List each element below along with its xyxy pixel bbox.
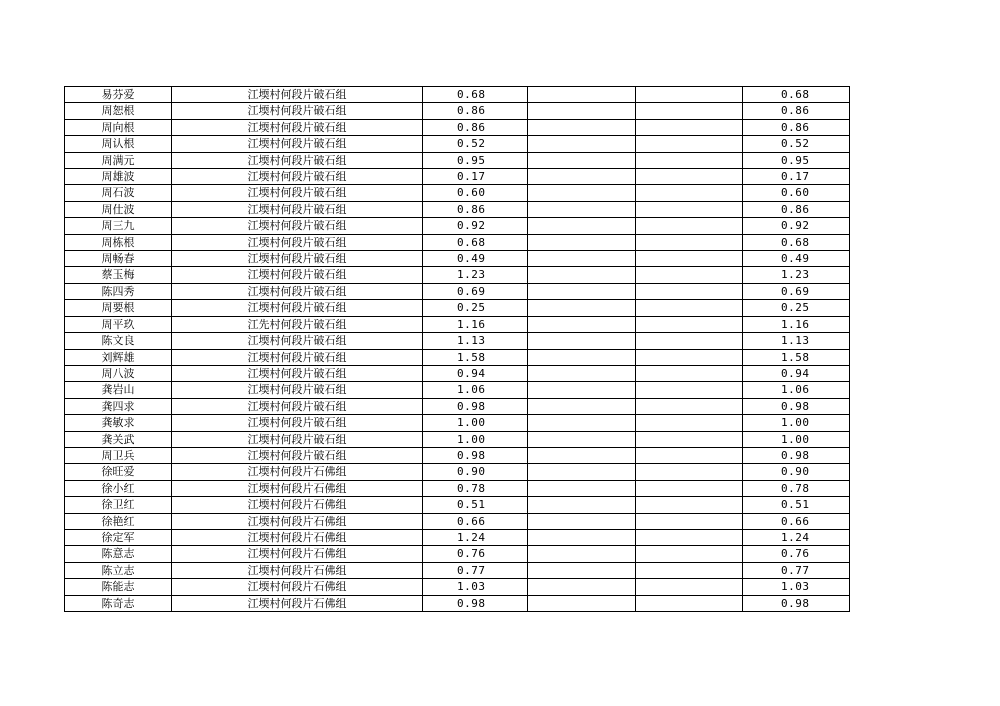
cell-group: 江堧村何段片破石组 [172, 300, 423, 316]
cell-name: 龚岩山 [65, 382, 172, 398]
cell-empty [636, 382, 743, 398]
cell-group: 江堧村何段片破石组 [172, 283, 423, 299]
cell-area: 0.17 [423, 169, 528, 185]
cell-area: 0.98 [423, 398, 528, 414]
cell-empty [528, 234, 636, 250]
cell-empty [528, 398, 636, 414]
cell-group: 江堧村何段片破石组 [172, 365, 423, 381]
cell-empty [636, 169, 743, 185]
cell-group: 江堧村何段片破石组 [172, 431, 423, 447]
cell-total: 0.90 [743, 464, 850, 480]
cell-total: 0.95 [743, 152, 850, 168]
cell-group: 江堧村何段片破石组 [172, 119, 423, 135]
cell-empty [528, 447, 636, 463]
cell-group: 江堧村何段片破石组 [172, 349, 423, 365]
table-row [65, 267, 850, 283]
cell-name: 周雄波 [65, 169, 172, 185]
cell-name: 徐小红 [65, 480, 172, 496]
cell-group: 江堧村何段片破石组 [172, 152, 423, 168]
cell-empty [636, 497, 743, 513]
table-row [65, 136, 850, 152]
cell-area: 1.58 [423, 349, 528, 365]
cell-total: 0.51 [743, 497, 850, 513]
cell-total: 0.86 [743, 201, 850, 217]
cell-total: 0.49 [743, 251, 850, 267]
cell-total: 1.23 [743, 267, 850, 283]
cell-empty [636, 103, 743, 119]
table-row [65, 513, 850, 529]
cell-empty [636, 201, 743, 217]
table-row [65, 447, 850, 463]
cell-empty [528, 201, 636, 217]
cell-area: 0.90 [423, 464, 528, 480]
cell-group: 江堧村何段片石佛组 [172, 480, 423, 496]
cell-name: 周八波 [65, 365, 172, 381]
table-row [65, 415, 850, 431]
cell-area: 0.86 [423, 119, 528, 135]
table-row [65, 300, 850, 316]
cell-group: 江堧村何段片破石组 [172, 103, 423, 119]
cell-area: 0.68 [423, 87, 528, 103]
table-row [65, 119, 850, 135]
table-row [65, 464, 850, 480]
cell-empty [636, 431, 743, 447]
cell-empty [528, 152, 636, 168]
cell-empty [636, 119, 743, 135]
cell-total: 1.00 [743, 415, 850, 431]
cell-name: 周恕根 [65, 103, 172, 119]
cell-name: 徐旺爱 [65, 464, 172, 480]
cell-group: 江堧村何段片破石组 [172, 185, 423, 201]
cell-group: 江堧村何段片破石组 [172, 234, 423, 250]
cell-area: 0.95 [423, 152, 528, 168]
table-row [65, 349, 850, 365]
cell-area: 0.76 [423, 546, 528, 562]
cell-empty [636, 480, 743, 496]
table-row [65, 283, 850, 299]
cell-name: 周向根 [65, 119, 172, 135]
cell-name: 周满元 [65, 152, 172, 168]
cell-empty [528, 218, 636, 234]
cell-total: 0.98 [743, 595, 850, 611]
cell-total: 0.17 [743, 169, 850, 185]
cell-total: 0.92 [743, 218, 850, 234]
cell-area: 1.03 [423, 579, 528, 595]
table-row [65, 152, 850, 168]
cell-empty [528, 103, 636, 119]
cell-group: 江先村何段片破石组 [172, 316, 423, 332]
table-row [65, 398, 850, 414]
cell-group: 江堧村何段片破石组 [172, 415, 423, 431]
table-row [65, 365, 850, 381]
cell-area: 0.25 [423, 300, 528, 316]
cell-total: 0.52 [743, 136, 850, 152]
cell-group: 江堧村何段片破石组 [172, 251, 423, 267]
cell-group: 江堧村何段片破石组 [172, 333, 423, 349]
cell-empty [636, 579, 743, 595]
cell-empty [636, 234, 743, 250]
cell-empty [636, 185, 743, 201]
cell-total: 1.24 [743, 529, 850, 545]
cell-total: 1.06 [743, 382, 850, 398]
cell-name: 龚关武 [65, 431, 172, 447]
cell-empty [636, 447, 743, 463]
cell-group: 江堧村何段片破石组 [172, 201, 423, 217]
cell-group: 江堧村何段片石佛组 [172, 513, 423, 529]
cell-area: 0.69 [423, 283, 528, 299]
cell-name: 徐定军 [65, 529, 172, 545]
cell-empty [636, 529, 743, 545]
cell-empty [528, 480, 636, 496]
cell-name: 蔡玉梅 [65, 267, 172, 283]
cell-empty [636, 349, 743, 365]
cell-name: 周三九 [65, 218, 172, 234]
cell-total: 0.60 [743, 185, 850, 201]
cell-empty [528, 595, 636, 611]
table-row [65, 185, 850, 201]
cell-empty [528, 513, 636, 529]
cell-total: 0.86 [743, 119, 850, 135]
cell-group: 江堧村何段片破石组 [172, 136, 423, 152]
cell-empty [636, 333, 743, 349]
cell-empty [528, 119, 636, 135]
cell-empty [636, 218, 743, 234]
table-row [65, 87, 850, 103]
cell-empty [528, 267, 636, 283]
table-row [65, 316, 850, 332]
cell-name: 陈意志 [65, 546, 172, 562]
cell-empty [528, 497, 636, 513]
cell-name: 陈四秀 [65, 283, 172, 299]
cell-name: 龚敏求 [65, 415, 172, 431]
cell-name: 陈文良 [65, 333, 172, 349]
cell-empty [528, 333, 636, 349]
cell-area: 1.00 [423, 415, 528, 431]
cell-empty [636, 283, 743, 299]
table-row [65, 201, 850, 217]
table-row [65, 562, 850, 578]
table-row [65, 234, 850, 250]
cell-area: 1.24 [423, 529, 528, 545]
cell-empty [636, 398, 743, 414]
cell-empty [636, 87, 743, 103]
cell-empty [636, 562, 743, 578]
cell-area: 0.98 [423, 595, 528, 611]
cell-area: 0.49 [423, 251, 528, 267]
cell-group: 江堧村何段片破石组 [172, 398, 423, 414]
cell-empty [528, 365, 636, 381]
cell-total: 0.68 [743, 87, 850, 103]
cell-group: 江堧村何段片石佛组 [172, 529, 423, 545]
cell-empty [636, 365, 743, 381]
cell-area: 0.66 [423, 513, 528, 529]
cell-group: 江堧村何段片破石组 [172, 169, 423, 185]
cell-name: 陈奇志 [65, 595, 172, 611]
cell-empty [528, 431, 636, 447]
cell-name: 陈立志 [65, 562, 172, 578]
cell-group: 江堧村何段片石佛组 [172, 546, 423, 562]
cell-name: 周仕波 [65, 201, 172, 217]
cell-area: 1.00 [423, 431, 528, 447]
cell-empty [636, 415, 743, 431]
cell-total: 0.66 [743, 513, 850, 529]
cell-total: 0.68 [743, 234, 850, 250]
table-row [65, 333, 850, 349]
cell-name: 周栋根 [65, 234, 172, 250]
cell-total: 1.13 [743, 333, 850, 349]
cell-total: 0.98 [743, 447, 850, 463]
cell-empty [528, 136, 636, 152]
table-row [65, 431, 850, 447]
cell-group: 江堧村何段片石佛组 [172, 562, 423, 578]
table-row [65, 251, 850, 267]
cell-empty [636, 546, 743, 562]
cell-empty [528, 316, 636, 332]
cell-group: 江堧村何段片破石组 [172, 218, 423, 234]
cell-group: 江堧村何段片石佛组 [172, 579, 423, 595]
table-row [65, 595, 850, 611]
cell-empty [636, 267, 743, 283]
cell-empty [636, 595, 743, 611]
table-row [65, 103, 850, 119]
table-body [65, 87, 850, 612]
cell-group: 江堧村何段片破石组 [172, 447, 423, 463]
cell-empty [636, 152, 743, 168]
cell-total: 1.58 [743, 349, 850, 365]
cell-name: 周畅春 [65, 251, 172, 267]
cell-empty [528, 529, 636, 545]
table-row [65, 480, 850, 496]
cell-empty [528, 169, 636, 185]
cell-area: 0.94 [423, 365, 528, 381]
cell-empty [528, 546, 636, 562]
cell-name: 陈能志 [65, 579, 172, 595]
cell-area: 0.78 [423, 480, 528, 496]
cell-area: 0.51 [423, 497, 528, 513]
cell-group: 江堧村何段片石佛组 [172, 464, 423, 480]
cell-total: 1.03 [743, 579, 850, 595]
cell-total: 0.25 [743, 300, 850, 316]
table-row [65, 218, 850, 234]
cell-name: 周平玖 [65, 316, 172, 332]
cell-area: 0.98 [423, 447, 528, 463]
table-row [65, 579, 850, 595]
cell-area: 1.13 [423, 333, 528, 349]
cell-name: 易芬爱 [65, 87, 172, 103]
cell-area: 0.86 [423, 103, 528, 119]
cell-area: 1.16 [423, 316, 528, 332]
cell-area: 0.92 [423, 218, 528, 234]
cell-empty [528, 349, 636, 365]
cell-empty [528, 579, 636, 595]
cell-area: 0.86 [423, 201, 528, 217]
cell-empty [636, 300, 743, 316]
cell-empty [528, 562, 636, 578]
cell-empty [528, 185, 636, 201]
table-row [65, 546, 850, 562]
cell-group: 江堧村何段片破石组 [172, 382, 423, 398]
cell-empty [528, 283, 636, 299]
cell-empty [636, 316, 743, 332]
cell-group: 江堧村何段片破石组 [172, 267, 423, 283]
cell-empty [528, 415, 636, 431]
cell-name: 刘辉雄 [65, 349, 172, 365]
cell-total: 0.77 [743, 562, 850, 578]
cell-group: 江堧村何段片破石组 [172, 87, 423, 103]
cell-name: 徐卫红 [65, 497, 172, 513]
cell-total: 0.69 [743, 283, 850, 299]
cell-empty [528, 251, 636, 267]
cell-name: 周认根 [65, 136, 172, 152]
cell-name: 周石波 [65, 185, 172, 201]
cell-empty [528, 382, 636, 398]
cell-area: 0.60 [423, 185, 528, 201]
cell-empty [528, 300, 636, 316]
cell-area: 0.52 [423, 136, 528, 152]
cell-name: 周卫兵 [65, 447, 172, 463]
cell-group: 江堧村何段片石佛组 [172, 497, 423, 513]
cell-total: 1.16 [743, 316, 850, 332]
cell-name: 徐艳红 [65, 513, 172, 529]
table-row [65, 382, 850, 398]
table-row [65, 497, 850, 513]
cell-empty [528, 464, 636, 480]
cell-name: 龚四求 [65, 398, 172, 414]
cell-area: 0.68 [423, 234, 528, 250]
cell-area: 0.77 [423, 562, 528, 578]
cell-total: 0.78 [743, 480, 850, 496]
cell-total: 0.94 [743, 365, 850, 381]
cell-empty [528, 87, 636, 103]
cell-empty [636, 464, 743, 480]
cell-name: 周要根 [65, 300, 172, 316]
table-row [65, 529, 850, 545]
table-row [65, 169, 850, 185]
cell-empty [636, 251, 743, 267]
cell-empty [636, 513, 743, 529]
cell-group: 江堧村何段片石佛组 [172, 595, 423, 611]
data-table [64, 86, 850, 612]
cell-total: 0.86 [743, 103, 850, 119]
cell-empty [636, 136, 743, 152]
cell-total: 0.76 [743, 546, 850, 562]
cell-total: 1.00 [743, 431, 850, 447]
cell-area: 1.23 [423, 267, 528, 283]
cell-total: 0.98 [743, 398, 850, 414]
cell-area: 1.06 [423, 382, 528, 398]
